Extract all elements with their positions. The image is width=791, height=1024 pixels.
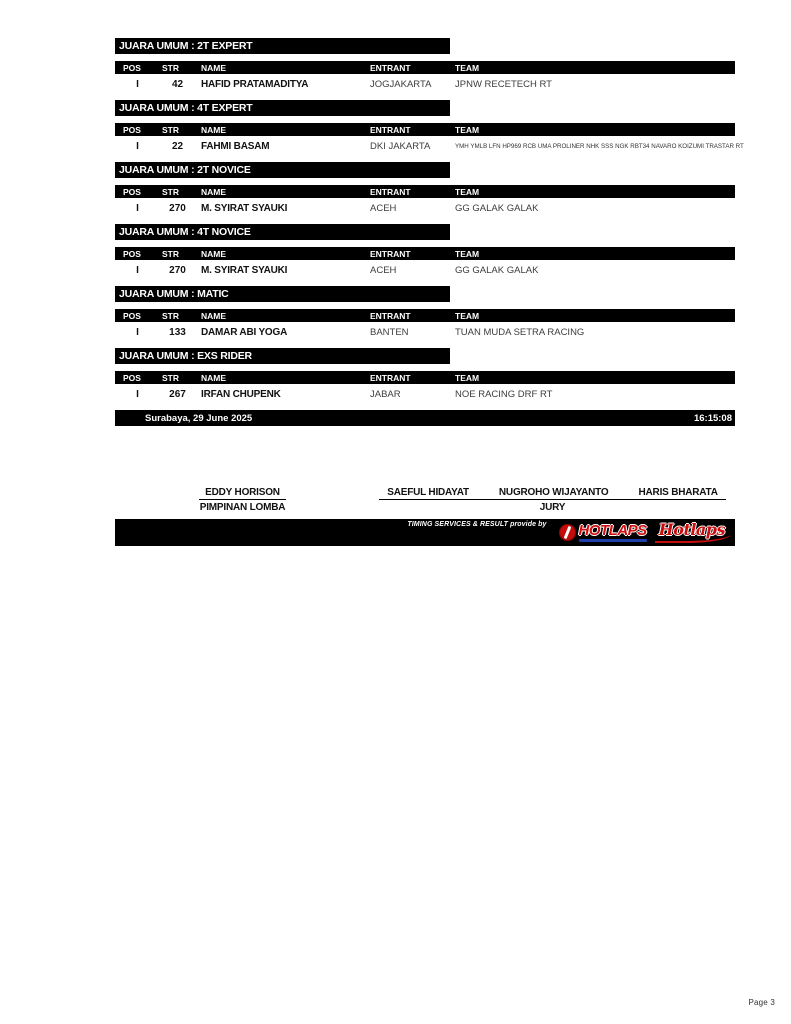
signature-left (115, 482, 370, 513)
col-header-name: NAME (201, 62, 227, 73)
jury-name: SAEFUL HIDAYAT (387, 487, 469, 498)
col-header-entrant: ENTRANT (370, 310, 411, 321)
col-header-team: TEAM (455, 124, 480, 135)
table-row (115, 74, 735, 94)
col-header-entrant: ENTRANT (370, 62, 411, 73)
cell-team: TUAN MUDA SETRA RACING (455, 326, 585, 338)
cell-pos: I (136, 78, 139, 90)
col-header-team: TEAM (455, 62, 480, 73)
col-header-team: TEAM (455, 372, 480, 383)
table-row (115, 136, 744, 156)
page-number: Page 3 (748, 998, 775, 1007)
section-4t-novice (115, 224, 735, 280)
cell-entrant: ACEH (370, 264, 397, 276)
cell-str: 270 (169, 264, 186, 276)
provider-label: TIMING SERVICES & RESULT provide by (407, 521, 547, 528)
col-header-name: NAME (201, 372, 227, 383)
timing-provider-bar (115, 519, 735, 546)
signature-role: JURY (539, 502, 566, 513)
section-4t-expert (115, 100, 744, 156)
section-title: JUARA UMUM : MATIC (115, 286, 450, 302)
cell-name: FAHMI BASAM (201, 140, 270, 152)
cell-name: IRFAN CHUPENK (201, 388, 281, 400)
section-2t-novice (115, 162, 735, 218)
jury-name: HARIS BHARATA (638, 487, 718, 498)
col-header-pos: POS (123, 124, 141, 135)
print-time-label: 16:15:08 (693, 412, 732, 424)
cell-team: JPNW RECETECH RT (455, 78, 552, 90)
col-header-str: STR (162, 62, 179, 73)
cell-pos: I (136, 388, 139, 400)
cell-team: GG GALAK GALAK (455, 202, 539, 214)
script-swoosh-underline (655, 534, 731, 543)
col-header-str: STR (162, 124, 179, 135)
date-time-bar (115, 410, 735, 426)
cell-entrant: JOGJAKARTA (370, 78, 432, 90)
table-row (115, 322, 735, 342)
cell-name: M. SYIRAT SYAUKI (201, 202, 288, 214)
page-content (115, 38, 744, 546)
cell-pos: I (136, 264, 139, 276)
section-title: JUARA UMUM : 2T NOVICE (115, 162, 450, 178)
col-header-name: NAME (201, 124, 227, 135)
cell-pos: I (136, 326, 139, 338)
col-header-entrant: ENTRANT (370, 372, 411, 383)
col-header-team: TEAM (455, 248, 480, 259)
table-row (115, 198, 735, 218)
col-header-entrant: ENTRANT (370, 124, 411, 135)
cell-name: HAFID PRATAMADITYA (201, 78, 309, 90)
col-header-team: TEAM (455, 310, 480, 321)
col-header-name: NAME (201, 310, 227, 321)
col-header-name: NAME (201, 186, 227, 197)
col-header-pos: POS (123, 62, 141, 73)
cell-entrant: JABAR (370, 388, 401, 400)
table-header-row (115, 123, 735, 136)
cell-str: 42 (171, 78, 184, 90)
table-header-row (115, 185, 735, 198)
hotlaps-script-logo (658, 519, 725, 544)
section-exs-rider (115, 348, 735, 404)
signature-right (370, 482, 735, 513)
cell-team: YMH YMLB LFN HP969 RCB UMA PROLINER NHK SSS NGK RBT34 NAVARO KOIZUMI TRASTAR RT (455, 142, 744, 150)
hotlaps-logo (559, 521, 647, 542)
col-header-entrant: ENTRANT (370, 248, 411, 259)
col-header-name: NAME (201, 248, 227, 259)
section-title: JUARA UMUM : 4T NOVICE (115, 224, 450, 240)
section-matic (115, 286, 735, 342)
section-title: JUARA UMUM : 4T EXPERT (115, 100, 450, 116)
cell-team: NOE RACING DRF RT (455, 388, 553, 400)
col-header-str: STR (162, 248, 179, 259)
signature-role: PIMPINAN LOMBA (199, 502, 286, 513)
hotlaps-wordmark-text: HOTLAPS (578, 521, 647, 539)
col-header-str: STR (162, 372, 179, 383)
cell-str: 270 (169, 202, 186, 214)
col-header-pos: POS (123, 310, 141, 321)
signature-block (115, 482, 735, 513)
section-title: JUARA UMUM : 2T EXPERT (115, 38, 450, 54)
cell-pos: I (136, 202, 139, 214)
cell-entrant: ACEH (370, 202, 397, 214)
jury-name: NUGROHO WIJAYANTO (498, 487, 609, 498)
col-header-pos: POS (123, 372, 141, 383)
cell-str: 133 (169, 326, 186, 338)
location-date-label: Surabaya, 29 June 2025 (145, 412, 253, 424)
cell-entrant: BANTEN (370, 326, 409, 338)
table-header-row (115, 61, 735, 74)
jury-names (379, 487, 726, 500)
cell-pos: I (136, 140, 139, 152)
cell-str: 267 (169, 388, 186, 400)
col-header-team: TEAM (455, 186, 480, 197)
cell-name: DAMAR ABI YOGA (201, 326, 288, 338)
cell-name: M. SYIRAT SYAUKI (201, 264, 288, 276)
col-header-str: STR (162, 310, 179, 321)
signature-name: EDDY HORISON (199, 487, 286, 500)
section-title: JUARA UMUM : EXS RIDER (115, 348, 450, 364)
hotlaps-script-text: Hotlaps (658, 519, 725, 539)
hotlaps-wordmark (578, 521, 647, 542)
table-header-row (115, 371, 735, 384)
cell-str: 22 (171, 140, 184, 152)
section-2t-expert (115, 38, 735, 94)
hotlaps-circle-icon (559, 524, 576, 541)
hotlaps-tagline-strip (579, 539, 647, 542)
table-header-row (115, 247, 735, 260)
table-row (115, 260, 735, 280)
table-header-row (115, 309, 735, 322)
col-header-str: STR (162, 186, 179, 197)
col-header-pos: POS (123, 186, 141, 197)
col-header-entrant: ENTRANT (370, 186, 411, 197)
col-header-pos: POS (123, 248, 141, 259)
table-row (115, 384, 735, 404)
cell-entrant: DKI JAKARTA (370, 140, 431, 152)
cell-team: GG GALAK GALAK (455, 264, 539, 276)
